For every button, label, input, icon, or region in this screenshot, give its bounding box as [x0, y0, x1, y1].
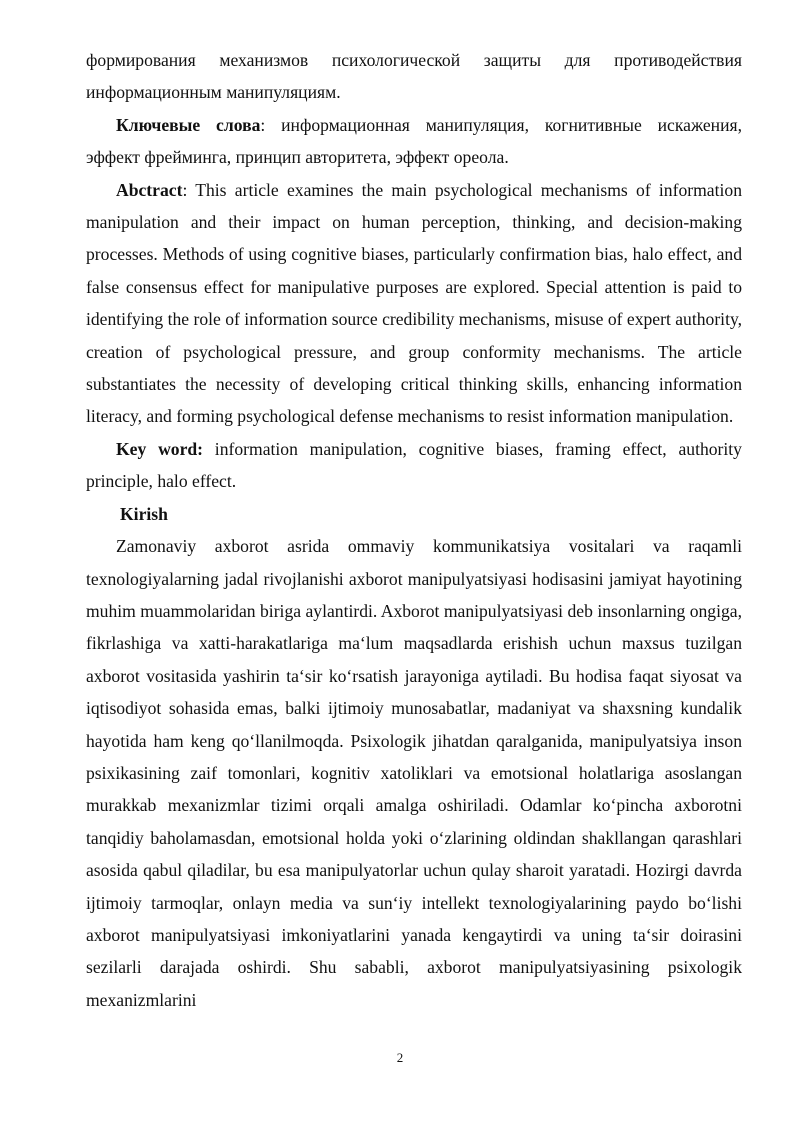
abstract-label: Abctract: [116, 179, 183, 200]
keywords-en-label: Key word:: [116, 438, 204, 459]
keywords-en-text: information manipulation, cognitive biases, framing effect, authority principle, halo effect.: [86, 438, 742, 492]
intro-paragraph: Zamonaviy axborot asrida ommaviy kommunikatsiya vositalari va raqamli texnologiyalarning jadal rivojlanishi axborot manipulyatsiyasi hodisasini jamiyat hayotining muhim muammolaridan biriga aylantirdi. Axborot manipulyatsiyasi deb insonlarning ongiga, fikrlashiga va xatti-harakatlariga maʻlum maqsadlarda erishish uchun maxsus tuzilgan axborot vositasida yashirin taʻsir koʻrsatish jarayoniga aytiladi. Bu hodisa faqat siyosat va iqtisodiyot sohasida emas, balki ijtimoiy munosabatlar, madaniyat va shaxsning kundalik hayotida ham keng qoʻllanilmoqda. Psixologik jihatdan qaralganida, manipulyatsiya inson psixikasining zaif tomonlari, kognitiv xatoliklari va emotsional holatlariga asoslangan murakkab mexanizmlar tizimi orqali amalga oshiriladi. Odamlar koʻpincha axborotni tanqidiy baholamasdan, emotsional holda yoki oʻzlarining oldindan shakllangan qarashlari asosida qabul qiladilar, bu esa manipulyatorlar uchun qulay sharoit yaratadi. Hozirgi davrda ijtimoiy tarmoqlar, onlayn media va sunʻiy intellekt texnologiyalarining paydo boʻlishi axborot manipulyatsiyasi imkoniyatlarini yanada kengaytirdi va uning taʻsir doirasini sezilarli darajada oshirdi. Shu sababli, axborot manipulyatsiyasining psixologik mexanizmlarini: [86, 536, 742, 1010]
keywords-ru-label: Ключевые слова: [116, 114, 261, 135]
section-heading: Kirish: [120, 503, 168, 524]
abstract-text: : This article examines the main psychological mechanisms of information manipulation and their impact on human perception, thinking, and decision-making processes. Methods of using cognitive biases, particularly confirmation bias, halo effect, and false consensus effect for manipulative purposes are explored. Special attention is paid to identifying the role of information source credibility mechanisms, misuse of expert authority, creation of psychological pressure, and group conformity mechanisms. The article substantiates the necessity of developing critical thinking skills, enhancing information literacy, and forming psychological defense mechanisms to resist information manipulation.: [86, 179, 743, 427]
body-text: [86, 44, 742, 1016]
intro-continuation: формирования механизмов психологической защиты для противодействия информационным манипуляциям.: [86, 50, 742, 103]
keywords-en-paragraph: [86, 433, 742, 498]
keywords-ru-text: : информационная манипуляция, когнитивные искажения, эффект фрейминга, принцип авторитета, эффект ореола.: [86, 114, 742, 168]
abstract-paragraph: [86, 174, 742, 433]
page-number: 2: [396, 1050, 404, 1065]
keywords-ru-paragraph: [86, 109, 742, 174]
